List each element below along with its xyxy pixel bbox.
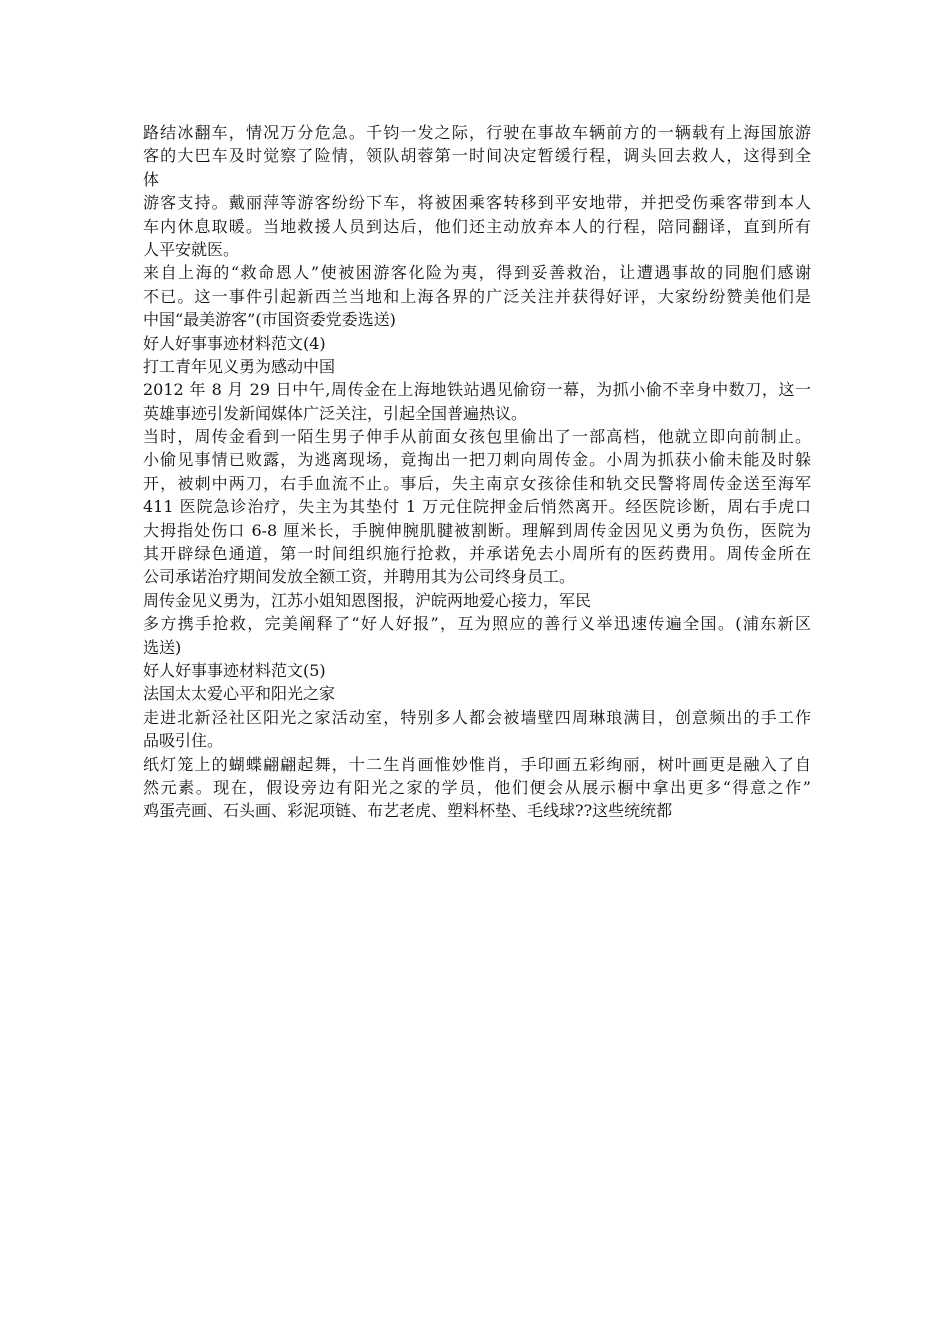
text-line: 游客支持。戴丽萍等游客纷纷下车，将被困乘客转移到平安地带，并把受伤乘客带到本人 (143, 193, 811, 213)
text-line: 车内休息取暖。当地救援人员到达后，他们还主动放弃本人的行程，陪同翻译，直到所有 (143, 216, 811, 236)
text-line: 客的大巴车及时觉察了险情，领队胡蓉第一时间决定暂缓行程，调头回去救人，这得到全 (143, 146, 811, 166)
text-line: 选送) (143, 637, 182, 657)
text-line: 开，被刺中两刀，右手血流不止。事后，失主南京女孩徐佳和轨交民警将周传金送至海军 (143, 473, 811, 493)
text-line: 2012 年 8 月 29 日中午,周传金在上海地铁站遇见偷窃一幕，为抓小偷不幸身中数刀，这一 (143, 380, 811, 400)
text-line: 法国太太爱心平和阳光之家 (143, 684, 336, 704)
text-line: 英雄事迹引发新闻媒体广泛关注，引起全国普遍热议。 (143, 403, 528, 423)
text-line: 411 医院急诊治疗，失主为其垫付 1 万元住院押金后悄然离开。经医院诊断，周右手虎口 (143, 497, 811, 517)
text-line: 其开辟绿色通道，第一时间组织施行抢救，并承诺免去小周所有的医药费用。周传金所在 (143, 544, 811, 564)
text-line: 小偷见事情已败露，为逃离现场，竟掏出一把刀刺向周传金。小周为抓获小偷未能及时躲 (143, 450, 811, 470)
text-line: 好人好事事迹材料范文(5) (143, 660, 326, 680)
text-line: 鸡蛋壳画、石头画、彩泥项链、布艺老虎、塑料杯垫、毛线球??这些统统都 (143, 801, 673, 821)
text-line: 当时，周传金看到一陌生男子伸手从前面女孩包里偷出了一部高档，他就立即向前制止。 (143, 427, 811, 447)
text-line: 人平安就医。 (143, 239, 240, 259)
text-line: 多方携手抢救，完美阐释了“好人好报”，互为照应的善行义举迅速传遍全国。(浦东新区 (143, 614, 811, 634)
text-line: 打工青年见义勇为感动中国 (143, 356, 336, 376)
text-line: 好人好事事迹材料范文(4) (143, 333, 326, 353)
text-line: 品吸引住。 (143, 731, 224, 751)
document-body (143, 121, 811, 823)
text-line: 纸灯笼上的蝴蝶翩翩起舞，十二生肖画惟妙惟肖，手印画五彩绚丽，树叶画更是融入了自 (143, 754, 811, 774)
text-line: 大拇指处伤口 6-8 厘米长，手腕伸腕肌腱被割断。理解到周传金因见义勇为负伤，医院为 (143, 520, 811, 540)
text-line: 不已。这一事件引起新西兰当地和上海各界的广泛关注并获得好评，大家纷纷赞美他们是 (143, 286, 811, 306)
text-line: 公司承诺治疗期间发放全额工资，并聘用其为公司终身员工。 (143, 567, 576, 587)
text-line: 体 (143, 169, 160, 189)
text-line: 周传金见义勇为，江苏小姐知恩图报，沪皖两地爱心接力，军民 (143, 590, 592, 610)
text-line: 然元素。现在，假设旁边有阳光之家的学员，他们便会从展示橱中拿出更多“得意之作” (143, 777, 811, 797)
text-line: 路结冰翻车，情况万分危急。千钧一发之际，行驶在事故车辆前方的一辆载有上海国旅游 (143, 123, 811, 142)
text-line: 走进北新泾社区阳光之家活动室，特别多人都会被墙壁四周琳琅满目，创意频出的手工作 (143, 707, 811, 727)
text-line: 来自上海的“救命恩人”使被困游客化险为夷，得到妥善救治，让遭遇事故的同胞们感谢 (143, 263, 811, 283)
text-line: 中国“最美游客”(市国资委党委选送) (143, 310, 396, 330)
